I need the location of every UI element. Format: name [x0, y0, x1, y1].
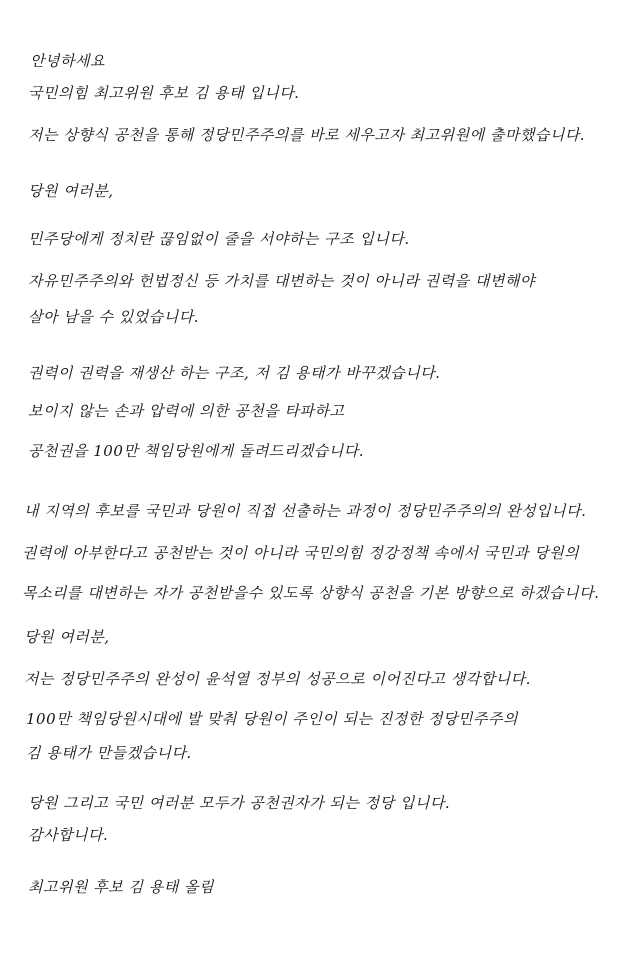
salutation-line: 당원 여러분, [28, 182, 114, 200]
salutation-line: 당원 여러분, [24, 628, 110, 646]
purpose-line: 저는 상향식 공천을 통해 정당민주주의를 바로 세우고자 최고위원에 출마했습니다. [28, 126, 586, 144]
body-line: 민주당에게 정치란 끊임없이 줄을 서야하는 구조 입니다. [28, 230, 410, 248]
body-line: 김 용태가 만들겠습니다. [26, 744, 192, 762]
body-line: 자유민주주의와 헌법정신 등 가치를 대변하는 것이 아니라 권력을 대변해야 [28, 272, 535, 290]
body-line: 100만 책임당원시대에 발 맞춰 당원이 주인이 되는 진정한 정당민주주의 [26, 710, 518, 728]
body-line: 권력에 아부한다고 공천받는 것이 아니라 국민의힘 정강정책 속에서 국민과 당원의 [22, 544, 580, 562]
closing-line: 감사합니다. [28, 826, 109, 844]
body-line: 공천권을 100만 책임당원에게 돌려드리겠습니다. [28, 442, 365, 460]
body-line: 저는 정당민주주의 완성이 윤석열 정부의 성공으로 이어진다고 생각합니다. [24, 670, 531, 688]
body-line: 살아 남을 수 있었습니다. [28, 308, 199, 326]
body-line: 보이지 않는 손과 압력에 의한 공천을 타파하고 [28, 402, 345, 420]
body-line: 내 지역의 후보를 국민과 당원이 직접 선출하는 과정이 정당민주주의의 완성입니다. [24, 502, 587, 520]
greeting-line: 안녕하세요 [30, 52, 105, 70]
body-line: 목소리를 대변하는 자가 공천받을수 있도록 상향식 공천을 기본 방향으로 하겠습니다. [22, 584, 600, 602]
introduction-line: 국민의힘 최고위원 후보 김 용태 입니다. [28, 84, 300, 102]
signature-line: 최고위원 후보 김 용태 올림 [28, 878, 214, 896]
body-line: 당원 그리고 국민 여러분 모두가 공천권자가 되는 정당 입니다. [28, 794, 451, 812]
body-line: 권력이 권력을 재생산 하는 구조, 저 김 용태가 바꾸겠습니다. [28, 364, 441, 382]
